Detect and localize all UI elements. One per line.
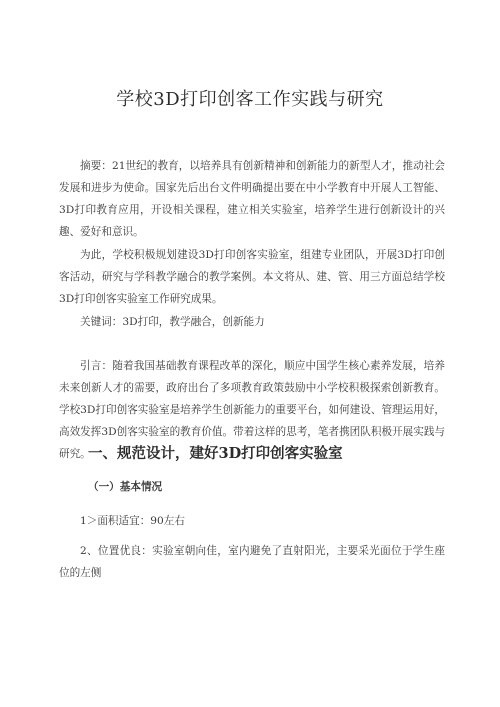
intro-paragraph: 引言：随着我国基础教育课程改革的深化，顺应中国学生核心素养发展，培养未来创新人才的需要，政府出台了多项教育政策鼓励中小学校积极探索创新教育。学校3D打印创客实验室是培养学生创新能力的重要平台，如何建设、管理运用好，高效发挥3D创客实验室的教育价值。带着这样的思考，笔者携团队积极开展实践与研究。 [59,360,446,460]
list-item: 2、位置优良：实验室朝向佳，室内避免了直射阳光，主要采光面位于学生座位的左侧 [59,545,445,579]
list-item: 1＞面积适宜：90左右 [80,515,185,527]
subsection-heading: （一）基本情况 [88,481,163,493]
keywords-paragraph: 关键词：3D打印，教学融合，创新能力 [80,316,265,328]
document-title: 学校3D打印创客工作实践与研究 [116,89,384,110]
section-heading: 一、规范设计，建好3D打印创客实验室 [88,445,343,462]
abstract-paragraph: 摘要：21世纪的教育，以培养具有创新精神和创新能力的新型人才，推动社会发展和进步为使命。国家先后出台文件明确提出要在中小学教育中开展人工智能、3D打印教育应用，开设相关课程，建立相关实验室，培养学生进行创新设计的兴趣、爱好和意识。 [59,160,445,238]
body-paragraph: 为此，学校积极规划建设3D打印创客实验室，组建专业团队，开展3D打印创客活动，研究与学科教学融合的教学案例。本文将从、建、管、用三方面总结学校3D打印创客实验室工作研究成果。 [59,249,445,305]
